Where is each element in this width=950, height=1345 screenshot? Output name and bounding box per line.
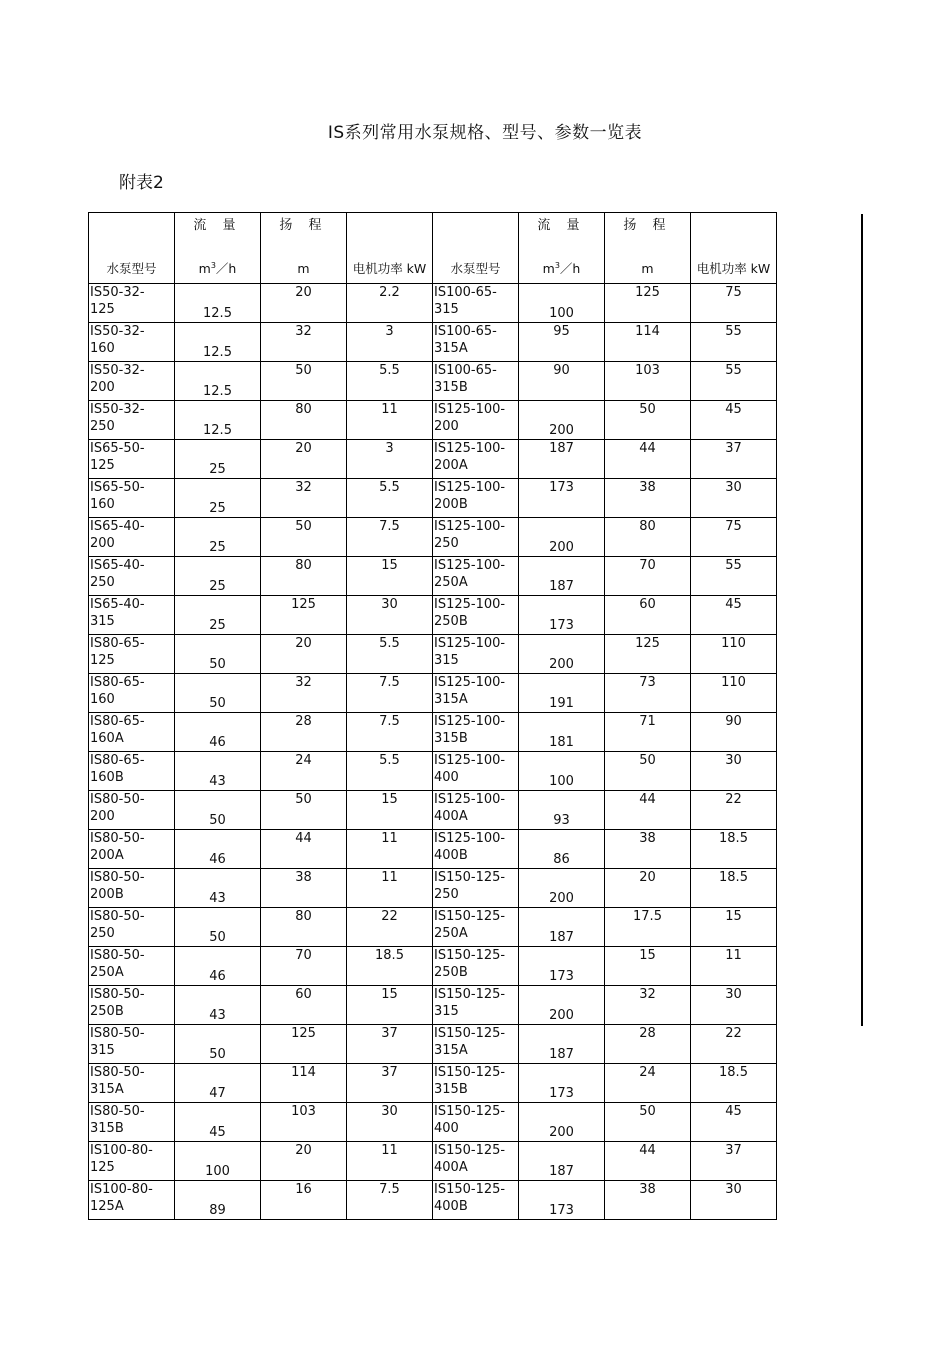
head-cell-right: 38: [605, 479, 691, 518]
model-cell-left: IS65-50- 160: [89, 479, 175, 518]
power-cell-left: 3: [347, 440, 433, 479]
head-cell-right: 71: [605, 713, 691, 752]
flow-cell-right: 100: [519, 284, 605, 323]
head-cell-right: 15: [605, 947, 691, 986]
model-cell-right: IS125-100- 315A: [433, 674, 519, 713]
model-cell-left: IS80-50- 250B: [89, 986, 175, 1025]
header-flow-left: 流 量 $m^3/h$: [175, 213, 261, 284]
flow-cell-left: 43: [175, 752, 261, 791]
head-cell-left: 32: [261, 479, 347, 518]
power-cell-left: 7.5: [347, 1181, 433, 1220]
head-cell-left: 114: [261, 1064, 347, 1103]
power-cell-right: 45: [691, 1103, 777, 1142]
model-cell-left: IS80-50- 200: [89, 791, 175, 830]
power-cell-left: 5.5: [347, 635, 433, 674]
power-cell-left: 7.5: [347, 713, 433, 752]
flow-cell-right: 187: [519, 1142, 605, 1181]
table-row: [89, 986, 777, 1025]
head-cell-right: 38: [605, 830, 691, 869]
table-row: [89, 323, 777, 362]
flow-cell-left: 50: [175, 791, 261, 830]
head-cell-left: 80: [261, 557, 347, 596]
document-title: IS系列常用水泵规格、型号、参数一览表: [327, 123, 643, 143]
flow-cell-right: 187: [519, 440, 605, 479]
power-cell-right: 30: [691, 1181, 777, 1220]
flow-cell-left: 46: [175, 713, 261, 752]
flow-cell-right: 187: [519, 908, 605, 947]
flow-cell-left: 12.5: [175, 323, 261, 362]
head-cell-left: 44: [261, 830, 347, 869]
flow-cell-left: 50: [175, 1025, 261, 1064]
flow-cell-right: 100: [519, 752, 605, 791]
power-cell-right: 30: [691, 986, 777, 1025]
model-cell-right: IS150-125- 250B: [433, 947, 519, 986]
header-model-left: 水泵型号: [89, 213, 175, 284]
pump-spec-table: [88, 212, 777, 1220]
head-cell-right: 24: [605, 1064, 691, 1103]
table-row: [89, 1064, 777, 1103]
model-cell-left: IS80-50- 200B: [89, 869, 175, 908]
head-cell-left: 103: [261, 1103, 347, 1142]
table-row: [89, 830, 777, 869]
model-cell-left: IS80-50- 250: [89, 908, 175, 947]
flow-cell-left: 100: [175, 1142, 261, 1181]
head-cell-left: 70: [261, 947, 347, 986]
power-cell-left: 11: [347, 401, 433, 440]
head-cell-left: 24: [261, 752, 347, 791]
power-cell-right: 55: [691, 557, 777, 596]
header-power-left: 电机功率 kW: [347, 213, 433, 284]
power-cell-right: 18.5: [691, 869, 777, 908]
model-cell-left: IS50-32- 200: [89, 362, 175, 401]
flow-cell-right: 200: [519, 518, 605, 557]
table-row: [89, 440, 777, 479]
model-cell-right: IS125-100- 250: [433, 518, 519, 557]
head-cell-right: 44: [605, 440, 691, 479]
head-cell-right: 17.5: [605, 908, 691, 947]
power-cell-left: 37: [347, 1064, 433, 1103]
model-cell-left: IS100-80- 125: [89, 1142, 175, 1181]
model-cell-right: IS125-100- 400: [433, 752, 519, 791]
flow-cell-left: 43: [175, 869, 261, 908]
header-model-right: 水泵型号: [433, 213, 519, 284]
flow-cell-left: 25: [175, 518, 261, 557]
head-cell-left: 32: [261, 323, 347, 362]
table-row: [89, 635, 777, 674]
model-cell-right: IS100-65- 315A: [433, 323, 519, 362]
flow-cell-right: 187: [519, 557, 605, 596]
power-cell-left: 11: [347, 830, 433, 869]
power-cell-right: 37: [691, 1142, 777, 1181]
model-cell-left: IS80-50- 200A: [89, 830, 175, 869]
power-cell-left: 11: [347, 1142, 433, 1181]
flow-cell-left: 25: [175, 479, 261, 518]
power-cell-left: 15: [347, 986, 433, 1025]
power-cell-left: 18.5: [347, 947, 433, 986]
model-cell-left: IS65-40- 200: [89, 518, 175, 557]
power-cell-right: 18.5: [691, 1064, 777, 1103]
model-cell-left: IS50-32- 250: [89, 401, 175, 440]
table-row: [89, 479, 777, 518]
power-cell-right: 55: [691, 323, 777, 362]
head-cell-right: 80: [605, 518, 691, 557]
flow-cell-left: 50: [175, 635, 261, 674]
table-row: [89, 401, 777, 440]
flow-cell-right: 181: [519, 713, 605, 752]
flow-cell-left: 12.5: [175, 284, 261, 323]
head-cell-left: 80: [261, 401, 347, 440]
model-cell-right: IS100-65- 315: [433, 284, 519, 323]
head-cell-right: 38: [605, 1181, 691, 1220]
power-cell-right: 45: [691, 596, 777, 635]
model-cell-left: IS80-65- 160A: [89, 713, 175, 752]
power-cell-left: 7.5: [347, 674, 433, 713]
model-cell-right: IS150-125- 400A: [433, 1142, 519, 1181]
head-cell-right: 103: [605, 362, 691, 401]
flow-cell-left: 46: [175, 830, 261, 869]
power-cell-left: 5.5: [347, 479, 433, 518]
head-cell-right: 50: [605, 1103, 691, 1142]
table-row: [89, 713, 777, 752]
header-flow-right: 流 量 $m^3/h$: [519, 213, 605, 284]
power-cell-left: 11: [347, 869, 433, 908]
table-row: [89, 596, 777, 635]
head-cell-right: 70: [605, 557, 691, 596]
table-row: [89, 908, 777, 947]
flow-cell-left: 12.5: [175, 362, 261, 401]
power-cell-left: 30: [347, 1103, 433, 1142]
model-cell-right: IS125-100- 200: [433, 401, 519, 440]
head-cell-right: 60: [605, 596, 691, 635]
flow-cell-left: 12.5: [175, 401, 261, 440]
model-cell-left: IS80-65- 125: [89, 635, 175, 674]
power-cell-right: 15: [691, 908, 777, 947]
flow-cell-left: 25: [175, 557, 261, 596]
head-cell-left: 20: [261, 635, 347, 674]
table-row: [89, 557, 777, 596]
model-cell-right: IS150-125- 315B: [433, 1064, 519, 1103]
head-cell-right: 32: [605, 986, 691, 1025]
power-cell-left: 30: [347, 596, 433, 635]
flow-cell-right: 187: [519, 1025, 605, 1064]
model-cell-right: IS125-100- 315: [433, 635, 519, 674]
model-cell-left: IS80-50- 250A: [89, 947, 175, 986]
model-cell-right: IS125-100- 315B: [433, 713, 519, 752]
power-cell-right: 90: [691, 713, 777, 752]
model-cell-right: IS125-100- 400A: [433, 791, 519, 830]
flow-cell-left: 45: [175, 1103, 261, 1142]
power-cell-left: 5.5: [347, 362, 433, 401]
model-cell-right: IS125-100- 400B: [433, 830, 519, 869]
head-cell-right: 44: [605, 1142, 691, 1181]
flow-cell-left: 50: [175, 908, 261, 947]
model-cell-left: IS50-32- 125: [89, 284, 175, 323]
table-row: [89, 752, 777, 791]
head-cell-right: 28: [605, 1025, 691, 1064]
head-cell-left: 38: [261, 869, 347, 908]
flow-cell-right: 173: [519, 596, 605, 635]
flow-cell-left: 89: [175, 1181, 261, 1220]
power-cell-right: 37: [691, 440, 777, 479]
header-power-right: 电机功率 kW: [691, 213, 777, 284]
model-cell-right: IS125-100- 200B: [433, 479, 519, 518]
model-cell-left: IS65-40- 315: [89, 596, 175, 635]
header-head-right: 扬 程 m: [605, 213, 691, 284]
head-cell-left: 125: [261, 1025, 347, 1064]
head-cell-right: 44: [605, 791, 691, 830]
power-cell-right: 30: [691, 752, 777, 791]
flow-cell-right: 90: [519, 362, 605, 401]
flow-cell-right: 95: [519, 323, 605, 362]
power-cell-right: 18.5: [691, 830, 777, 869]
power-cell-right: 110: [691, 635, 777, 674]
model-cell-right: IS150-125- 400B: [433, 1181, 519, 1220]
head-cell-right: 125: [605, 635, 691, 674]
power-cell-right: 55: [691, 362, 777, 401]
head-cell-left: 60: [261, 986, 347, 1025]
table-row: [89, 362, 777, 401]
margin-rule: [861, 214, 863, 1026]
head-cell-right: 20: [605, 869, 691, 908]
table-row: [89, 791, 777, 830]
table-row: [89, 1142, 777, 1181]
model-cell-left: IS80-50- 315B: [89, 1103, 175, 1142]
flow-cell-right: 200: [519, 1103, 605, 1142]
power-cell-left: 7.5: [347, 518, 433, 557]
model-cell-left: IS65-40- 250: [89, 557, 175, 596]
power-cell-left: 3: [347, 323, 433, 362]
model-cell-right: IS150-125- 250: [433, 869, 519, 908]
flow-cell-left: 50: [175, 674, 261, 713]
head-cell-left: 125: [261, 596, 347, 635]
flow-cell-right: 191: [519, 674, 605, 713]
head-cell-left: 20: [261, 440, 347, 479]
model-cell-right: IS150-125- 250A: [433, 908, 519, 947]
model-cell-right: IS150-125- 400: [433, 1103, 519, 1142]
power-cell-left: 22: [347, 908, 433, 947]
head-cell-left: 32: [261, 674, 347, 713]
head-cell-right: 73: [605, 674, 691, 713]
flow-cell-left: 25: [175, 596, 261, 635]
table-row: [89, 284, 777, 323]
model-cell-right: IS125-100- 250B: [433, 596, 519, 635]
power-cell-left: 37: [347, 1025, 433, 1064]
table-row: [89, 1103, 777, 1142]
table-row: [89, 1181, 777, 1220]
flow-cell-right: 200: [519, 986, 605, 1025]
power-cell-right: 110: [691, 674, 777, 713]
flow-cell-right: 86: [519, 830, 605, 869]
table-row: [89, 674, 777, 713]
head-cell-left: 28: [261, 713, 347, 752]
flow-cell-left: 43: [175, 986, 261, 1025]
model-cell-left: IS80-50- 315A: [89, 1064, 175, 1103]
power-cell-right: 30: [691, 479, 777, 518]
model-cell-right: IS150-125- 315A: [433, 1025, 519, 1064]
head-cell-left: 20: [261, 1142, 347, 1181]
model-cell-left: IS80-50- 315: [89, 1025, 175, 1064]
flow-cell-right: 200: [519, 635, 605, 674]
flow-cell-left: 47: [175, 1064, 261, 1103]
table-row: [89, 518, 777, 557]
flow-cell-right: 173: [519, 1181, 605, 1220]
power-cell-left: 2.2: [347, 284, 433, 323]
model-cell-left: IS100-80- 125A: [89, 1181, 175, 1220]
head-cell-right: 50: [605, 752, 691, 791]
model-cell-left: IS80-65- 160B: [89, 752, 175, 791]
table-row: [89, 947, 777, 986]
model-cell-right: IS125-100- 200A: [433, 440, 519, 479]
header-head-left: 扬 程 m: [261, 213, 347, 284]
power-cell-right: 22: [691, 791, 777, 830]
power-cell-left: 5.5: [347, 752, 433, 791]
power-cell-right: 75: [691, 518, 777, 557]
model-cell-left: IS80-65- 160: [89, 674, 175, 713]
head-cell-left: 80: [261, 908, 347, 947]
head-cell-right: 50: [605, 401, 691, 440]
power-cell-right: 75: [691, 284, 777, 323]
flow-cell-right: 173: [519, 479, 605, 518]
model-cell-right: IS100-65- 315B: [433, 362, 519, 401]
model-cell-right: IS125-100- 250A: [433, 557, 519, 596]
head-cell-left: 50: [261, 518, 347, 557]
head-cell-left: 50: [261, 362, 347, 401]
power-cell-right: 45: [691, 401, 777, 440]
table-row: [89, 869, 777, 908]
head-cell-left: 50: [261, 791, 347, 830]
header-row: [89, 213, 777, 284]
flow-cell-right: 173: [519, 1064, 605, 1103]
model-cell-left: IS50-32- 160: [89, 323, 175, 362]
flow-cell-right: 93: [519, 791, 605, 830]
head-cell-right: 114: [605, 323, 691, 362]
flow-cell-right: 173: [519, 947, 605, 986]
power-cell-left: 15: [347, 791, 433, 830]
power-cell-right: 22: [691, 1025, 777, 1064]
head-cell-left: 16: [261, 1181, 347, 1220]
model-cell-right: IS150-125- 315: [433, 986, 519, 1025]
table-row: [89, 1025, 777, 1064]
flow-cell-right: 200: [519, 401, 605, 440]
flow-cell-left: 46: [175, 947, 261, 986]
power-cell-right: 11: [691, 947, 777, 986]
appendix-label: 附表2: [119, 173, 164, 193]
head-cell-right: 125: [605, 284, 691, 323]
flow-cell-left: 25: [175, 440, 261, 479]
model-cell-left: IS65-50- 125: [89, 440, 175, 479]
head-cell-left: 20: [261, 284, 347, 323]
flow-cell-right: 200: [519, 869, 605, 908]
power-cell-left: 15: [347, 557, 433, 596]
